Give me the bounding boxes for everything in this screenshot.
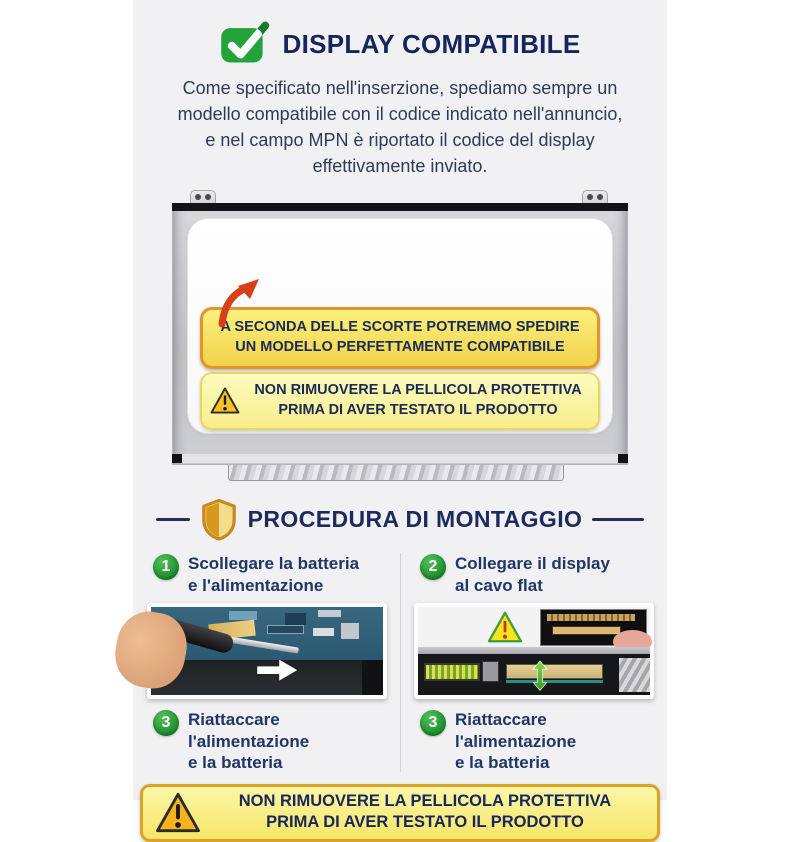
step-text-line: Riattaccare l'alimentazione xyxy=(188,709,310,751)
panel-top-strip xyxy=(172,203,628,211)
stock-warning-label xyxy=(200,307,600,368)
divider-line-right xyxy=(592,518,644,521)
foil-detail xyxy=(619,658,649,692)
intro-line: modello compatibile con il codice indicato nell'annuncio, xyxy=(177,104,623,125)
bottom-warning-banner xyxy=(140,784,660,842)
stock-warning-line: UN MODELLO PERFETTAMENTE COMPATIBILE xyxy=(235,338,565,355)
panel-edge-strip xyxy=(418,647,650,654)
lcd-panel-illustration xyxy=(172,190,628,481)
step-3-left xyxy=(133,701,400,776)
component-chip xyxy=(285,613,306,625)
step-text-line: al cavo flat xyxy=(455,576,543,596)
step-text xyxy=(455,553,610,597)
stock-warning-line: A SECONDA DELLE SCORTE POTREMMO SPEDIRE xyxy=(220,319,580,336)
connector-scene-bottom xyxy=(418,647,650,695)
component-chip xyxy=(318,610,341,617)
film-warning-line: NON RIMUOVERE LA PELLICOLA PROTETTIVA xyxy=(254,382,582,399)
banner-line: NON RIMUOVERE LA PELLICOLA PROTETTIVA xyxy=(238,792,612,811)
film-warning-line: PRIMA DI AVER TESTATO IL PRODOTTO xyxy=(278,401,558,418)
banner-line: PRIMA DI AVER TESTATO IL PRODOTTO xyxy=(266,813,584,832)
procedure-header xyxy=(133,498,667,541)
step-text xyxy=(455,709,663,774)
component-chip xyxy=(229,611,257,619)
header xyxy=(133,0,667,66)
battery-area xyxy=(151,660,383,695)
step-number-badge: 1 xyxy=(153,554,179,580)
connector-inset-photo xyxy=(540,609,647,646)
photo-step-1 xyxy=(147,603,387,699)
flat-cable-detail xyxy=(547,614,635,621)
divider-line-left xyxy=(156,518,190,521)
procedure-column-left xyxy=(133,545,400,776)
procedure-title: PROCEDURA DI MONTAGGIO xyxy=(247,506,583,533)
page-title: DISPLAY COMPATIBILE xyxy=(282,28,581,59)
connector-detail xyxy=(552,626,621,634)
step-text-line: Riattaccare l'alimentazione xyxy=(455,709,577,751)
procedure-column-right xyxy=(400,545,667,776)
banner-text xyxy=(205,791,645,833)
green-double-arrow-icon xyxy=(529,661,551,690)
check-icon xyxy=(220,22,270,66)
flat-cable xyxy=(506,664,603,679)
warning-triangle-icon xyxy=(487,611,523,643)
step-3-right xyxy=(400,701,667,776)
step-number-badge: 3 xyxy=(420,710,446,736)
connector-latch xyxy=(482,661,498,682)
step-text-line: Collegare il display xyxy=(455,554,610,574)
pcb-connector xyxy=(424,663,480,682)
photo-step-2 xyxy=(414,603,654,699)
intro-line: Come specificato nell'inserzione, spediamo sempre un xyxy=(182,78,618,98)
step-text xyxy=(188,553,359,597)
step-text-line: e l'alimentazione xyxy=(188,576,324,596)
step-text-line: e la batteria xyxy=(188,753,283,773)
step-1 xyxy=(133,545,400,599)
battery-edge xyxy=(362,660,383,695)
step-2 xyxy=(400,545,667,599)
procedure-steps xyxy=(133,545,667,776)
panel-bottom-rail xyxy=(172,454,628,463)
intro-line: effettivamente inviato. xyxy=(312,156,488,177)
column-divider xyxy=(400,553,401,772)
connector-scene xyxy=(418,607,650,695)
motherboard-scene xyxy=(151,607,383,695)
step-text xyxy=(188,709,396,774)
warning-triangle-icon xyxy=(155,792,201,833)
step-number-badge: 2 xyxy=(420,554,446,580)
intro-line: e nel campo MPN è riportato il codice del display xyxy=(205,130,595,151)
step-text-line: e la batteria xyxy=(455,753,550,773)
component-chip xyxy=(341,623,360,639)
listing-graphic xyxy=(133,0,667,832)
film-warning-text xyxy=(246,381,590,420)
connector-scene-top xyxy=(418,607,650,647)
step-text-line: Scollegare la batteria xyxy=(188,554,360,574)
film-warning-label xyxy=(200,372,600,429)
intro-text xyxy=(139,75,661,179)
component-chip xyxy=(313,628,334,636)
cable-edge xyxy=(506,680,603,684)
shield-icon xyxy=(200,498,238,541)
red-arrow-icon xyxy=(214,278,260,326)
warning-triangle-icon xyxy=(210,387,240,414)
component-chip xyxy=(267,625,304,635)
step-number-badge: 3 xyxy=(153,710,179,736)
